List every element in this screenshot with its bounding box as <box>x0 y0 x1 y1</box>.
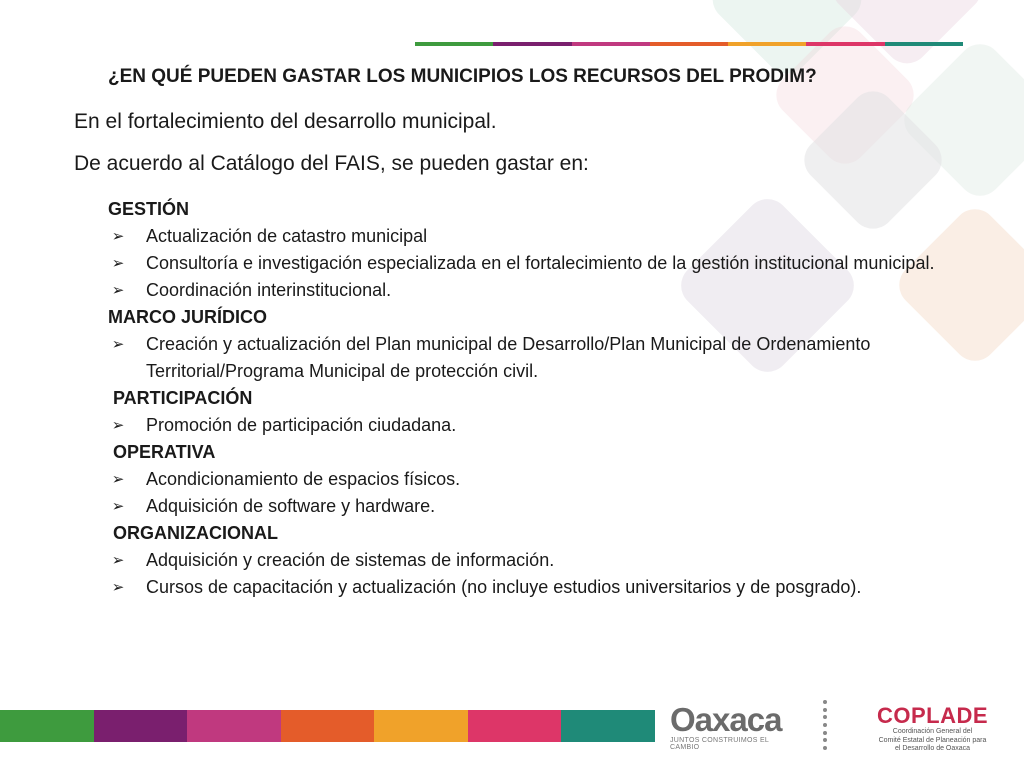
section-list-gestion <box>108 223 988 304</box>
section-list-participacion <box>108 412 988 439</box>
arrow-bullet-icon: ➢ <box>111 552 125 569</box>
list-item <box>108 331 988 385</box>
intro-text: De acuerdo al Catálogo del FAIS, se pueden gastar en: <box>74 152 589 175</box>
arrow-bullet-icon: ➢ <box>111 336 125 353</box>
list-item-text: Actualización de catastro municipal <box>146 226 428 246</box>
coplade-subtitle-line: Comité Estatal de Planeación para <box>878 736 987 744</box>
logo-separator <box>823 700 829 750</box>
oaxaca-logo-word: Oaxaca <box>670 701 782 738</box>
list-item-text: Acondicionamiento de espacios físicos. <box>146 469 461 489</box>
bottom-color-stripe <box>0 710 655 742</box>
stripe-segment <box>728 42 806 46</box>
list-item <box>108 277 988 304</box>
stripe-segment <box>94 710 188 742</box>
stripe-segment <box>415 42 493 46</box>
coplade-logo-word: COPLADE <box>876 703 989 728</box>
section-heading-participacion: PARTICIPACIÓN <box>113 388 253 408</box>
list-item <box>108 547 988 574</box>
section-heading-operativa: OPERATIVA <box>113 442 216 462</box>
arrow-bullet-icon: ➢ <box>111 417 125 434</box>
stripe-segment <box>650 42 728 46</box>
list-item <box>108 466 988 493</box>
arrow-bullet-icon: ➢ <box>111 255 125 272</box>
list-item-text: Adquisición de software y hardware. <box>146 496 436 516</box>
list-item-text: Creación y actualización del Plan municipal de Desarrollo/Plan Municipal de Ordenamiento Territorial/Programa Municipal de protección civil. <box>146 334 871 381</box>
arrow-bullet-icon: ➢ <box>111 498 125 515</box>
section-heading-marco-juridico: MARCO JURÍDICO <box>108 307 268 327</box>
list-item <box>108 412 988 439</box>
coplade-subtitle-line: Coordinación General del <box>892 728 973 735</box>
list-item <box>108 493 988 520</box>
oaxaca-logo-tagline: JUNTOS CONSTRUIMOS EL CAMBIO <box>670 737 769 751</box>
list-item-text: Promoción de participación ciudadana. <box>146 415 457 435</box>
top-color-stripe <box>415 42 963 46</box>
intro-text: En el fortalecimiento del desarrollo municipal. <box>74 110 497 133</box>
list-item-text: Cursos de capacitación y actualización (no incluye estudios universitarios y de posgrado). <box>146 577 862 597</box>
arrow-bullet-icon: ➢ <box>111 282 125 299</box>
section-list-organizacional <box>108 547 988 601</box>
section-heading-gestion: GESTIÓN <box>108 199 190 219</box>
section-list-marco-juridico <box>108 331 988 385</box>
coplade-logo <box>870 704 995 754</box>
arrow-bullet-icon: ➢ <box>111 471 125 488</box>
slide-title: ¿EN QUÉ PUEDEN GASTAR LOS MUNICIPIOS LOS RECURSOS DEL PRODIM? <box>108 66 817 87</box>
stripe-segment <box>468 710 562 742</box>
list-item-text: Coordinación interinstitucional. <box>146 280 392 300</box>
stripe-segment <box>374 710 468 742</box>
list-item <box>108 574 988 601</box>
coplade-subtitle-line: el Desarrollo de Oaxaca <box>894 745 971 752</box>
stripe-segment <box>561 710 655 742</box>
stripe-segment <box>0 710 94 742</box>
list-item <box>108 250 988 277</box>
stripe-segment <box>885 42 963 46</box>
section-list-operativa <box>108 466 988 520</box>
spending-categories <box>108 196 988 601</box>
stripe-segment <box>572 42 650 46</box>
arrow-bullet-icon: ➢ <box>111 579 125 596</box>
section-heading-organizacional: ORGANIZACIONAL <box>113 523 278 543</box>
list-item <box>108 223 988 250</box>
oaxaca-logo <box>670 701 795 751</box>
stripe-segment <box>493 42 571 46</box>
arrow-bullet-icon: ➢ <box>111 228 125 245</box>
stripe-segment <box>187 710 281 742</box>
list-item-text: Consultoría e investigación especializada en el fortalecimiento de la gestión institucional municipal. <box>146 253 935 273</box>
stripe-segment <box>806 42 884 46</box>
list-item-text: Adquisición y creación de sistemas de información. <box>146 550 555 570</box>
stripe-segment <box>281 710 375 742</box>
